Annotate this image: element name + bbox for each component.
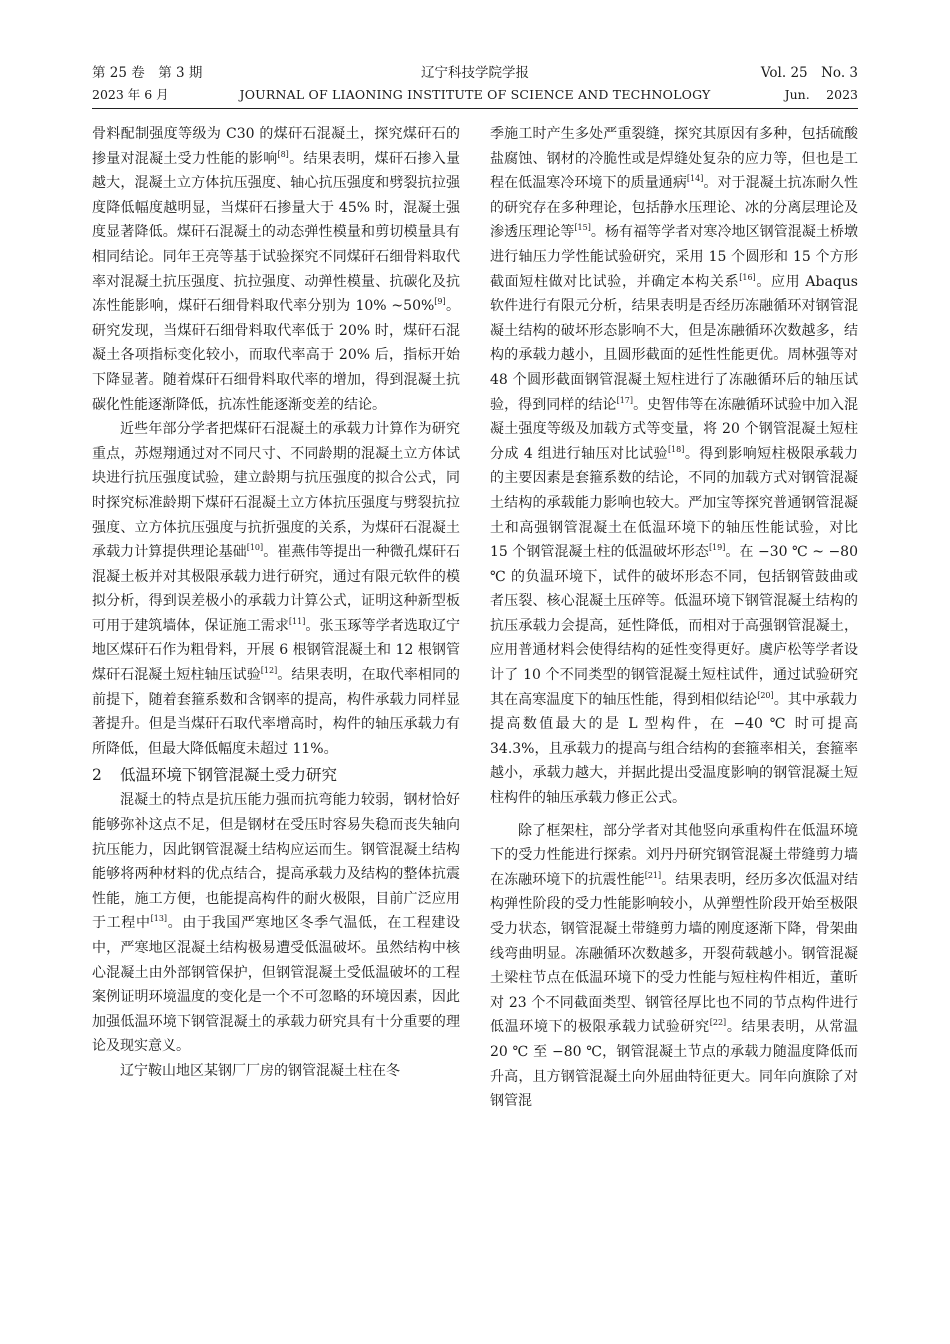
paragraph-text: 除了框架柱，部分学者对其他竖向承重构件在低温环境下的受力性能进行探索。刘丹丹研究钢管混凝土带缝剪力墙在冻融环境下的抗震性能 [490, 822, 858, 888]
paragraph-text: 辽宁鞍山地区某钢厂厂房的钢管混凝土柱在冬 [120, 1062, 400, 1079]
paragraph-text: 。结果表明，在取代率相同的前提下，随着套箍系数和含钢率的提高，构件承载力同样显著提升。但是当煤矸石取代率增高时，构件的轴压承载力有所降低，但最大降低幅度未超过 11%。 [92, 667, 461, 757]
paragraph [92, 788, 460, 1059]
left-column [92, 122, 460, 1084]
citation: [12] [260, 666, 278, 676]
page-header [92, 62, 858, 112]
paragraph-text: 。应用 Abaqus 软件进行有限元分析，结果表明是否经历冻融循环对钢管混凝土结构的破坏形态影响不大，但是冻融循环次数越多，结构的承载力越小，且圆形截面的延性性能更优。周林强等对 48 个圆形截面钢管混凝土短柱进行了冻融循环后的轴压试验，得到同样的结论 [490, 273, 858, 413]
volume-issue: 第 25 卷 第 3 期 [92, 65, 203, 81]
citation: [19] [708, 543, 726, 553]
paragraph-text: 。杨有福等学者对寒冷地区钢管混凝土桥墩进行轴压力学性能试验研究，采用 15 个圆形和 15 个方形截面短柱做对比试验，并确定本构关系 [490, 224, 859, 290]
citation: [17] [616, 395, 633, 405]
paragraph-text: 近些年部分学者把煤矸石混凝土的承载力计算作为研究重点，苏煜翔通过对不同尺寸、不同龄期的混凝土立方体试块进行抗压强度试验，建立龄期与抗压强度的拟合公式，同时探究标准龄期下煤矸石混凝土立方体抗压强度与劈裂抗拉强度、立方体抗压强度与抗折强度的关系，为煤矸石混凝土承载力计算提供理论基础 [92, 421, 460, 561]
paragraph-text: 。结果表明，煤矸石掺入量越大，混凝土立方体抗压强度、轴心抗压强度和劈裂抗拉强度降低幅度越明显，当煤矸石掺量大于 45% 时，混凝土强度显著降低。煤矸石混凝土的动态弹性模量和剪切模量具有相同结论。同年王亮等基于试验探究不同煤矸石细骨料取代率对混凝土抗压强度、抗拉强度、动弹性模量、抗碳化及抗冻性能影响，煤矸石细骨料取代率分别为 10% ~50% [92, 150, 461, 315]
paragraph [92, 1059, 460, 1084]
citation: [10] [246, 543, 264, 553]
header-row-1 [92, 62, 858, 84]
section-number: 2 [92, 766, 102, 785]
volume-number-en: Vol. 25 No. 3 [760, 65, 858, 81]
publication-date-cn: 2023 年 6 月 [92, 87, 169, 102]
section-heading [92, 762, 460, 788]
paragraph-text: 。张玉琢等学者选取辽宁地区煤矸石作为粗骨料，开展 6 根钢管混凝土和 12 根钢管煤矸石混凝土短柱轴压试验 [92, 617, 461, 684]
paragraph [92, 417, 460, 761]
paragraph-text: 。结果表明，从常温 20 ℃ 至 −80 ℃，钢管混凝土节点的承载力随温度降低而升高，且方钢管混凝土向外屈曲特征更大。同年向旗除了对钢管混 [490, 1019, 859, 1110]
paragraph-text: 。结果表明，经历多次低温对结构弹性阶段的受力性能影响较小，从弹塑性阶段开始至极限受力状态，钢管混凝土带缝剪力墙的刚度逐渐下降，骨架曲线弯曲明显。冻融循环次数越多，开裂荷载越小。钢管混凝土梁柱节点在低温环境下的受力性能与短柱构件相近，董昕对 23 个不同截面类型、钢管径厚比也不同的节点构件进行低温环境下的极限承载力试验研究 [490, 871, 859, 1036]
header-rule [92, 108, 858, 109]
paragraph-text: 。其中承载力提高数值最大的是 L 型构件，在 −40 ℃ 时可提高 34.3%，且承载力的提高与组合结构的套箍率相关，套箍率越小，承载力越大，并据此提出受温度影响的钢管混凝土短柱构件的轴压承载力修正公式。 [490, 691, 859, 807]
citation: [15] [574, 223, 591, 233]
journal-title-cn: 辽宁科技学院学报 [421, 65, 529, 81]
citation: [14] [686, 174, 704, 184]
section-title: 低温环境下钢管混凝土受力研究 [120, 766, 338, 785]
citation: [11] [288, 616, 306, 626]
citation: [9] [434, 297, 446, 307]
paragraph-text: 季施工时产生多处严重裂缝，探究其原因有多种，包括硫酸盐腐蚀、钢材的冷脆性或是焊缝处复杂的应力等，但也是工程在低温寒冷环境下的质量通病 [490, 126, 858, 192]
citation: [21] [644, 870, 662, 880]
paragraph-text: 。对于混凝土抗冻耐久性的研究存在多种理论，包括静水压理论、冰的分离层理论及渗透压理论等 [490, 175, 859, 241]
paragraph [490, 819, 858, 1114]
publication-date-en: Jun. 2023 [784, 87, 858, 102]
paragraph-text: 。崔燕伟等提出一种微孔煤矸石混凝土板并对其极限承载力进行研究，通过有限元软件的模拟分析，得到误差极小的承载力计算公式，证明这种新型板可用于建筑墙体，保证施工需求 [92, 544, 461, 634]
right-column [490, 122, 858, 1114]
paragraph-text: 。由于我国严寒地区冬季气温低，在工程建设中，严寒地区混凝土结构极易遭受低温破坏。虽然结构中核心混凝土由外部钢管保护，但钢管混凝土受低温破坏的工程案例证明环境温度的变化是一个不可忽略的环境因素，因此加强低温环境下钢管混凝土的承载力研究具有十分重要的理论及现实意义。 [92, 915, 461, 1055]
citation: [16] [739, 272, 756, 282]
paragraph-text: 混凝土的特点是抗压能力强而抗弯能力较弱，钢材恰好能够弥补这点不足，但是钢材在受压时容易失稳而丧失轴向抗压能力，因此钢管混凝土结构应运而生。钢管混凝土结构能够将两种材料的优点结合，提高承载力及结构的整体抗震性能，施工方便，也能提高构件的耐火极限，目前广泛应用于工程中 [92, 792, 460, 932]
citation: [20] [757, 690, 774, 700]
citation: [18] [667, 444, 685, 454]
paragraph [92, 122, 460, 417]
citation: [22] [709, 1018, 727, 1028]
citation: [13] [150, 914, 168, 924]
paragraph [490, 122, 858, 811]
paragraph-text: 。研究发现，当煤矸石细骨料取代率低于 20% 时，煤矸石混凝土各项指标变化较小，而取代率高于 20% 后，指标开始下降显著。随着煤矸石细骨料取代率的增加，得到混凝土抗碳化性能逐渐降低，抗冻性能逐渐变差的结论。 [92, 298, 460, 413]
paragraph-text: 。得到影响短柱极限承载力的主要因素是套箍系数的结论，不同的加载方式对钢管混凝土结构的承载能力影响也较大。严加宝等探究普通钢管混凝土和高强钢管混凝土在低温环境下的轴压性能试验，对比 15 个钢管混凝土柱的低温破坏形态 [490, 445, 859, 561]
header-row-2 [92, 84, 858, 106]
paragraph-text: 。在 −30 ℃ ~ −80 ℃ 的负温环境下，试件的破坏形态不同，包括钢管鼓曲或者压裂、核心混凝土压碎等。低温环境下钢管混凝土结构的抗压承载力会提高，延性降低，而相对于高强钢管混凝土，应用普通材料会使得结构的延性变得更好。虞庐松等学者设计了 10 个不同类型的钢管混凝土短柱试件，通过试验研究其在高寒温度下的轴压性能，得到相似结论 [490, 544, 858, 708]
citation: [8] [277, 149, 289, 159]
paragraph-text: 骨料配制强度等级为 C30 的煤矸石混凝土，探究煤矸石的掺量对混凝土受力性能的影响 [92, 126, 460, 167]
paragraph-text: 。史智伟等在冻融循环试验中加入混凝土强度等级及加载方式等变量，将 20 个钢管混凝土短柱分成 4 组进行轴压对比试验 [490, 396, 859, 462]
journal-title-en: JOURNAL OF LIAONING INSTITUTE OF SCIENCE AND TECHNOLOGY [239, 87, 711, 102]
